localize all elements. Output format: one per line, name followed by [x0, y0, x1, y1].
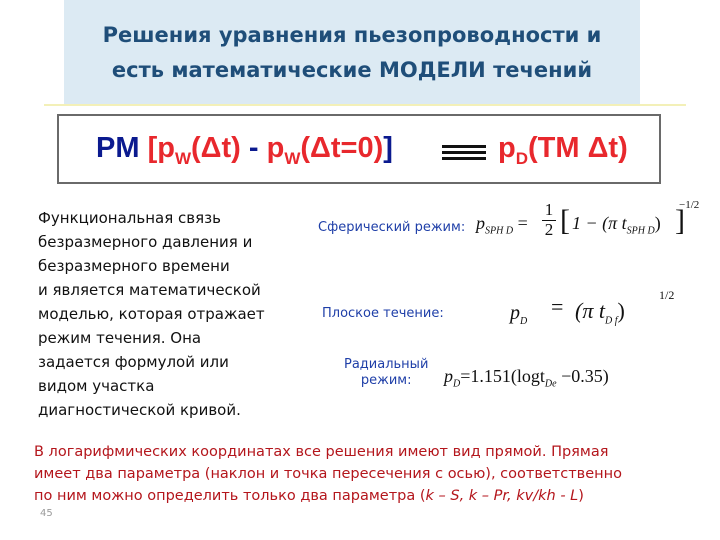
- title-line-1: Решения уравнения пьезопроводности и: [102, 23, 602, 47]
- eq-symbol: p: [476, 213, 485, 233]
- conclusion-line: В логарифмических координатах все решения имеют вид прямой. Прямая: [34, 444, 609, 460]
- planar-body: [575, 298, 625, 326]
- pm-label: PM: [96, 132, 140, 164]
- radial-label-line: Радиальный: [344, 357, 429, 372]
- conclusion-line: имеет два параметра (наклон и точка пересечения с осью), соответственно: [34, 466, 622, 482]
- main-formula-rhs: [498, 132, 628, 169]
- description-line: задается формулой или: [38, 353, 229, 371]
- eq-paren: ): [617, 298, 625, 323]
- conclusion-text-part: ): [578, 488, 584, 504]
- radial-equation: [444, 366, 609, 390]
- equivalence-icon: [442, 145, 486, 163]
- d-subscript: D: [515, 148, 528, 168]
- eq-sign: =: [513, 213, 528, 233]
- pd-symbol: p: [498, 132, 516, 164]
- eq-body-subscript: D f: [604, 315, 618, 327]
- eq-symbol: p: [510, 302, 520, 324]
- conclusion-italic-part: k – S, k – Pr, kv/kh - L: [425, 488, 579, 504]
- fraction-denominator: 2: [542, 220, 556, 239]
- arg-dt0: (Δt=0): [300, 132, 384, 164]
- arg-dt: (Δt): [191, 132, 241, 164]
- description-line: видом участка: [38, 377, 155, 395]
- rhs-arg: (TM Δt): [528, 132, 628, 164]
- planar-exponent: 1/2: [659, 288, 675, 302]
- conclusion-line: [34, 485, 694, 507]
- eq-subscript: D: [453, 378, 461, 390]
- description-line: безразмерного давления и: [38, 233, 253, 251]
- description-line: диагностической кривой.: [38, 401, 241, 419]
- eq-subscript: D: [520, 316, 528, 327]
- eq-body-subscript: SPH D: [626, 225, 655, 237]
- conclusion-text-part: по ним можно определить только два параметра (: [34, 488, 426, 504]
- minus-sign: -: [240, 132, 267, 164]
- w-subscript: W: [174, 148, 191, 168]
- pw-symbol-2: p: [266, 132, 285, 164]
- spherical-bracket-right: ]: [675, 204, 685, 237]
- description-text: [38, 206, 300, 422]
- pw-symbol: p: [157, 132, 175, 164]
- spherical-exponent: −1/2: [679, 199, 700, 211]
- title-line-2: есть математические МОДЕЛИ течений: [111, 58, 593, 82]
- description-line: моделью, которая отражает: [38, 305, 265, 323]
- description-line: безразмерного времени: [38, 257, 230, 275]
- bracket-close: ]: [383, 132, 393, 164]
- eq-body: =1.151(logt: [460, 366, 545, 386]
- slide-title: [64, 18, 640, 88]
- w-subscript-2: W: [284, 148, 301, 168]
- eq-subscript: SPH D: [485, 225, 514, 237]
- eq-body: (π t: [575, 298, 605, 323]
- page-number: 45: [40, 508, 53, 519]
- main-formula-lhs: [96, 132, 393, 169]
- planar-eq-sign: =: [551, 294, 564, 319]
- planar-mode-label: Плоское течение:: [322, 306, 444, 321]
- bracket-open: [: [147, 132, 158, 164]
- spherical-equation: [476, 213, 528, 237]
- description-line: Функциональная связь: [38, 209, 221, 227]
- description-line: режим течения. Она: [38, 329, 202, 347]
- fraction-numerator: 1: [544, 200, 554, 219]
- radial-mode-label: [344, 357, 428, 389]
- conclusion-text: [34, 441, 694, 507]
- fraction-half: [542, 200, 556, 239]
- eq-body-subscript: De: [544, 378, 557, 390]
- title-divider: [44, 104, 686, 106]
- spherical-bracket-left: [: [560, 204, 570, 237]
- planar-equation: [510, 302, 527, 327]
- eq-symbol: p: [444, 366, 453, 386]
- eq-rest: −0.35): [556, 366, 609, 386]
- description-line: и является математической: [38, 281, 261, 299]
- eq-body: 1 − (π t: [572, 213, 627, 233]
- spherical-body: [572, 213, 661, 237]
- eq-paren: ): [654, 213, 661, 233]
- radial-label-line: режим:: [360, 373, 412, 388]
- spherical-mode-label: Сферический режим:: [318, 220, 466, 235]
